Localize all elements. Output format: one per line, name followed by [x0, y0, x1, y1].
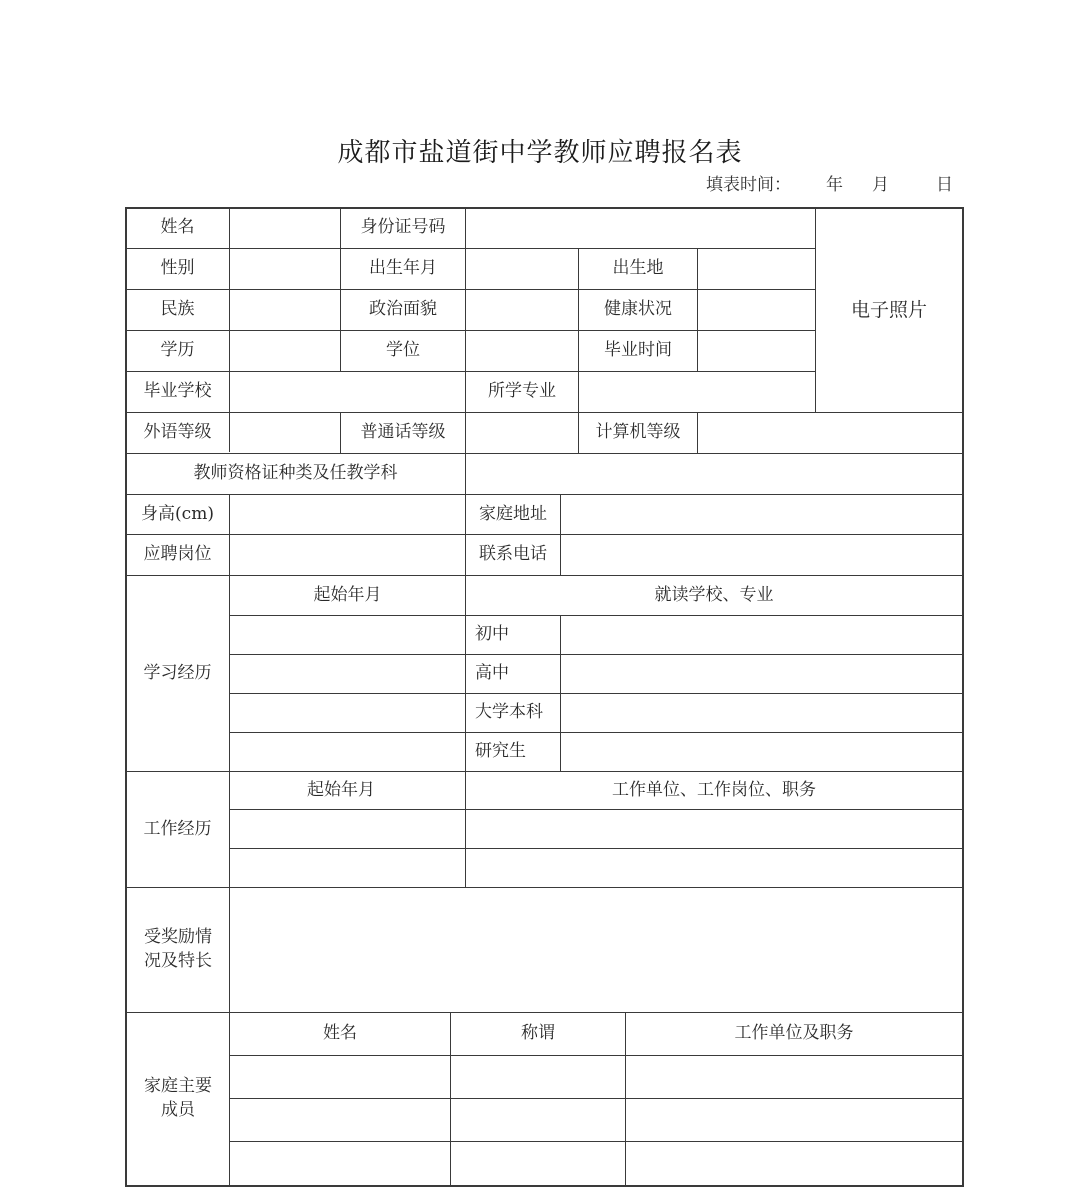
- label-political-status: 政治面貌: [369, 299, 437, 320]
- work-col-date: 起始年月: [307, 779, 375, 800]
- major-field[interactable]: [579, 372, 815, 412]
- name-field[interactable]: [230, 208, 340, 248]
- work-history-label: 工作经历: [143, 818, 212, 839]
- fill-date-label: 填表时间：: [706, 175, 791, 195]
- work-col-unit: 工作单位、工作岗位、职务: [612, 779, 816, 800]
- fill-date-year: 年: [826, 175, 843, 195]
- label-height: 身高(cm): [141, 503, 214, 524]
- fill-date-line: [700, 170, 962, 194]
- fill-date-day: 日: [936, 175, 953, 195]
- label-school: 毕业学校: [143, 381, 212, 402]
- label-name: 姓名: [160, 217, 195, 238]
- mandarin-field[interactable]: [466, 413, 578, 453]
- label-gender: 性别: [160, 258, 195, 279]
- page-title: 成都市盐道街中学教师应聘报名表: [337, 138, 743, 168]
- birth-date-field[interactable]: [466, 249, 578, 289]
- label-major: 所学专业: [488, 381, 556, 402]
- awards-field[interactable]: [230, 888, 962, 1012]
- study-level-undergraduate: 大学本科: [475, 702, 543, 723]
- photo-placeholder[interactable]: 电子照片: [850, 298, 927, 321]
- school-field[interactable]: [230, 372, 465, 412]
- label-id-number: 身份证号码: [360, 217, 446, 238]
- ethnicity-field[interactable]: [230, 290, 340, 330]
- label-graduation-time: 毕业时间: [604, 340, 672, 361]
- height-field[interactable]: [230, 495, 465, 534]
- label-health: 健康状况: [604, 299, 672, 320]
- computer-field[interactable]: [698, 413, 962, 453]
- label-birth-date: 出生年月: [369, 258, 437, 279]
- label-mandarin: 普通话等级: [360, 422, 446, 443]
- phone-field[interactable]: [561, 535, 962, 575]
- label-degree: 学位: [386, 340, 420, 361]
- study-history-label: 学习经历: [143, 662, 212, 683]
- study-level-graduate: 研究生: [475, 741, 526, 762]
- family-col-relation: 称谓: [521, 1023, 555, 1044]
- study-level-senior: 高中: [475, 663, 509, 684]
- health-field[interactable]: [698, 290, 815, 330]
- family-col-name: 姓名: [323, 1023, 357, 1044]
- education-field[interactable]: [230, 331, 340, 371]
- foreign-language-field[interactable]: [230, 413, 340, 453]
- label-phone: 联系电话: [479, 544, 547, 565]
- label-birthplace: 出生地: [612, 258, 664, 279]
- degree-field[interactable]: [466, 331, 578, 371]
- study-col-school: 就读学校、专业: [654, 584, 774, 605]
- label-position: 应聘岗位: [143, 544, 212, 565]
- label-address: 家庭地址: [479, 503, 547, 524]
- birthplace-field[interactable]: [698, 249, 815, 289]
- family-label: 家庭主要成员: [144, 1076, 212, 1120]
- family-col-unit: 工作单位及职务: [734, 1023, 854, 1044]
- label-foreign-language: 外语等级: [143, 422, 212, 443]
- study-level-junior: 初中: [475, 624, 509, 645]
- certificate-field[interactable]: [466, 454, 962, 494]
- address-field[interactable]: [561, 495, 962, 534]
- fill-date-month: 月: [872, 175, 889, 195]
- label-ethnicity: 民族: [160, 299, 195, 320]
- political-status-field[interactable]: [466, 290, 578, 330]
- awards-label: 受奖励情况及特长: [144, 927, 212, 971]
- graduation-time-field[interactable]: [698, 331, 815, 371]
- label-computer: 计算机等级: [595, 422, 681, 443]
- id-number-field[interactable]: [466, 208, 815, 248]
- position-field[interactable]: [230, 535, 465, 575]
- study-col-date: 起始年月: [313, 584, 382, 605]
- label-certificate: 教师资格证种类及任教学科: [193, 463, 398, 484]
- label-education: 学历: [160, 340, 195, 361]
- gender-field[interactable]: [230, 249, 340, 289]
